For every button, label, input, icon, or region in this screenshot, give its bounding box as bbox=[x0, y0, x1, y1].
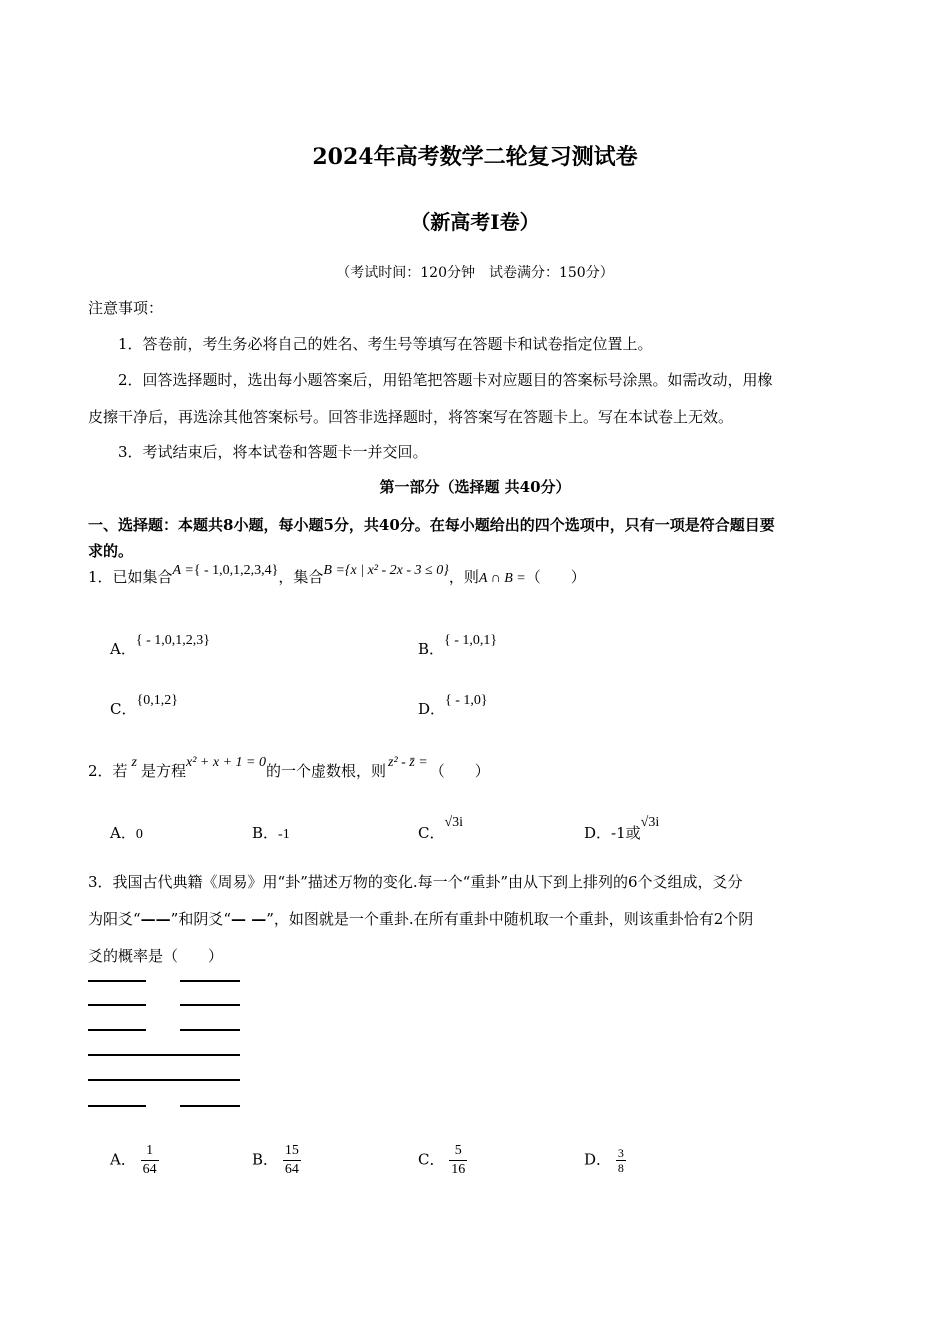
question-3-line-1: 3．我国古代典籍《周易》用“卦”描述万物的变化.每一个“重卦”由从下到上排列的6个爻组成，爻分 bbox=[88, 873, 743, 891]
q1-option-c-value: {0,1,2} bbox=[136, 693, 178, 708]
q2-option-c-label: C． bbox=[418, 824, 445, 842]
q2-option-a[interactable] bbox=[110, 822, 143, 843]
q1-option-d-label: D． bbox=[418, 700, 446, 718]
q3-option-d-fraction bbox=[616, 1146, 626, 1175]
q1-option-b[interactable] bbox=[418, 628, 498, 658]
question-2-stem bbox=[88, 755, 490, 781]
q1-stem-b: ，集合 bbox=[278, 568, 324, 586]
q2-answer-paren: （ ） bbox=[429, 762, 490, 780]
q1-option-c[interactable] bbox=[110, 688, 178, 718]
q1-set-a-value: { - 1,0,1,2,3,4} bbox=[193, 563, 279, 578]
q2-option-b-value: -1 bbox=[278, 827, 290, 842]
q1-option-d-value: { - 1,0} bbox=[445, 693, 488, 708]
yang-symbol: —— bbox=[140, 910, 171, 928]
q2-stem-a: 2．若 bbox=[88, 762, 128, 780]
q1-answer-paren: （ ） bbox=[525, 568, 586, 586]
q2-equation: x² + x + 1 = 0 bbox=[186, 755, 266, 770]
notice-item-2-line-1: 2．回答选择题时，选出每小题答案后，用铅笔把答题卡对应题目的答案标号涂黑。如需改动，用橡 bbox=[118, 371, 773, 389]
notice-item-3: 3．考试结束后，将本试卷和答题卡一并交回。 bbox=[118, 443, 428, 461]
q3-option-c[interactable] bbox=[418, 1142, 467, 1179]
q3-option-b[interactable] bbox=[252, 1142, 301, 1179]
q1-option-c-label: C． bbox=[110, 700, 137, 718]
hexagram-line-4 bbox=[88, 1029, 146, 1031]
q2-option-d-value: √3i bbox=[640, 815, 660, 830]
q3-option-a-denominator: 64 bbox=[142, 1162, 157, 1177]
q1-set-a-label: A = bbox=[172, 563, 194, 578]
q1-option-a-label: A． bbox=[110, 640, 136, 658]
q1-expression: A ∩ B = bbox=[478, 571, 526, 586]
hexagram-line-1b bbox=[180, 1105, 240, 1107]
hexagram-line-3 bbox=[88, 1054, 240, 1056]
q1-option-b-label: B． bbox=[418, 640, 445, 658]
q3-option-d-numerator: 3 bbox=[617, 1146, 624, 1160]
q3-option-a-label: A． bbox=[110, 1150, 136, 1169]
q3-option-c-denominator: 16 bbox=[451, 1162, 466, 1177]
q2-option-d-label: D． bbox=[584, 824, 612, 842]
question-3-line-3: 爻的概率是（ ） bbox=[88, 947, 224, 965]
hexagram-line-5 bbox=[88, 1004, 146, 1006]
q3-option-b-label: B． bbox=[252, 1150, 279, 1169]
q3-option-d-label: D． bbox=[584, 1150, 612, 1169]
notice-item-2-line-2: 皮擦干净后，再选涂其他答案标号。回答非选择题时，将答案写在答题卡上。写在本试卷上无效。 bbox=[88, 408, 734, 426]
q2-option-d-prefix: -1或 bbox=[611, 824, 641, 842]
notice-item-1: 1．答卷前，考生务必将自己的姓名、考生号等填写在答题卡和试卷指定位置上。 bbox=[118, 335, 653, 353]
q2-stem-b: 是方程 bbox=[141, 762, 187, 780]
q1-option-b-value: { - 1,0,1} bbox=[444, 633, 498, 648]
q1-option-a[interactable] bbox=[110, 628, 210, 658]
q3-option-c-numerator: 5 bbox=[454, 1143, 462, 1158]
hexagram-line-5b bbox=[180, 1004, 240, 1006]
q3-option-b-denominator: 64 bbox=[284, 1162, 299, 1177]
section-instructions-line-1: 一、选择题：本题共8小题，每小题5分，共40分。在每小题给出的四个选项中，只有一项是符合题目要 bbox=[88, 516, 775, 534]
hexagram-line-6b bbox=[180, 980, 240, 982]
part-heading: 第一部分（选择题 共40分） bbox=[379, 478, 571, 496]
section-instructions-line-2: 求的。 bbox=[88, 542, 134, 560]
yin-symbol: — — bbox=[231, 910, 267, 928]
page-subtitle: （新高考Ⅰ卷） bbox=[410, 210, 540, 234]
q1-stem-a: 1．已如集合 bbox=[88, 568, 173, 586]
page-title: 2024年高考数学二轮复习测试卷 bbox=[312, 144, 638, 170]
q3-option-a[interactable] bbox=[110, 1142, 159, 1179]
q3-option-a-numerator: 1 bbox=[146, 1143, 154, 1158]
question-3-line-2 bbox=[88, 908, 753, 929]
q2-option-d[interactable] bbox=[584, 815, 660, 843]
q3-option-d-denominator: 8 bbox=[617, 1161, 624, 1175]
q3-option-b-fraction bbox=[283, 1142, 301, 1179]
q2-option-b-label: B． bbox=[252, 824, 279, 842]
q3-line2-a: 为阳爻“ bbox=[88, 910, 141, 928]
q2-option-b[interactable] bbox=[252, 822, 290, 843]
notice-heading: 注意事项： bbox=[88, 299, 164, 317]
q1-option-a-value: { - 1,0,1,2,3} bbox=[135, 633, 210, 648]
hexagram-line-4b bbox=[180, 1029, 240, 1031]
q2-option-c[interactable] bbox=[418, 815, 464, 843]
question-1-stem bbox=[88, 563, 586, 587]
q3-option-c-label: C． bbox=[418, 1150, 445, 1169]
q1-set-b-value: {x | x² - 2x - 3 ≤ 0} bbox=[344, 563, 449, 578]
hexagram-line-2 bbox=[88, 1079, 240, 1081]
q3-option-d[interactable] bbox=[584, 1146, 626, 1175]
q3-option-b-numerator: 15 bbox=[284, 1143, 299, 1158]
q1-option-d[interactable] bbox=[418, 688, 488, 718]
q3-line2-c: ”，如图就是一个重卦.在所有重卦中随机取一个重卦，则该重卦恰有2个阴 bbox=[266, 910, 754, 928]
q3-option-c-fraction bbox=[449, 1142, 467, 1179]
hexagram-line-1 bbox=[88, 1105, 146, 1107]
exam-info: （考试时间：120分钟 试卷满分：150分） bbox=[336, 265, 614, 281]
q2-var-z: z bbox=[131, 755, 137, 770]
q2-option-c-value: √3i bbox=[444, 815, 464, 830]
hexagram-line-6 bbox=[88, 980, 146, 982]
q2-expression: z² - z̄ = bbox=[388, 755, 428, 770]
q3-line2-b: ”和阴爻“ bbox=[170, 910, 232, 928]
q2-option-a-value: 0 bbox=[135, 827, 143, 842]
q3-option-a-fraction bbox=[141, 1142, 159, 1179]
q2-option-a-label: A． bbox=[110, 824, 136, 842]
q2-stem-c: 的一个虚数根，则 bbox=[265, 762, 386, 780]
q1-set-b-label: B = bbox=[323, 563, 345, 578]
q1-stem-c: ，则 bbox=[448, 568, 479, 586]
